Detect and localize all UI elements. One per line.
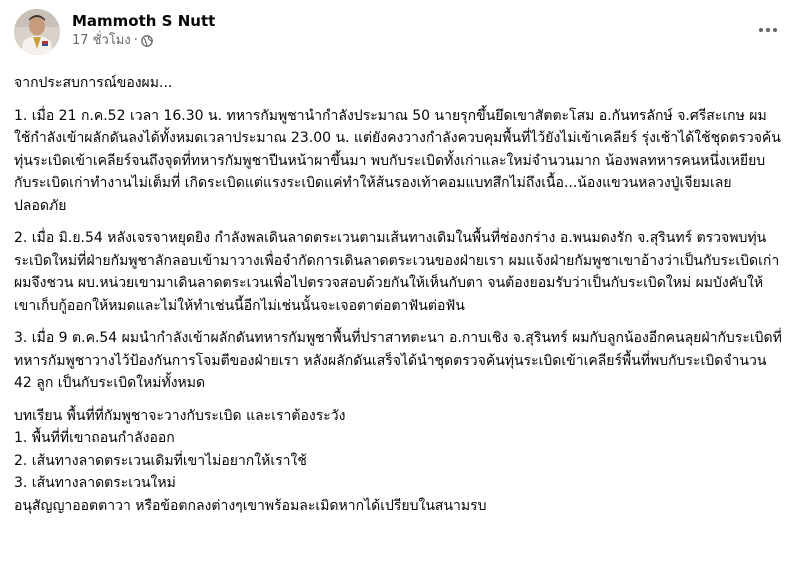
- post-item-2: 2. เมื่อ มิ.ย.54 หลังเจรจาหยุดยิง กำลังพลเดินลาดตระเวนตามเส้นทางเดิมในพื้นที่ช่องกร่าง อ.พนมดงรัก จ.สุรินทร์ ตรวจพบทุ่นระเบิดใหม่ที่ฝ่ายกัมพูชาลักลอบเข้ามาวางเพื่อจำกัดการเดินลาดตระเวนของฝ่ายเรา ผมแจ้งฝ่ายกัมพูชาเขาอ้างว่าเป็นกับระเบิดเก่า ผมจึงชวน ผบ.หน่วยเขามาเดินลาดตระเวนเพื่อไปตรวจสอบด้วยกันให้เห็นกับตา จนต้องยอมรับว่าเป็นกับระเบิดใหม่ ผมบังคับให้เขาเก็บกู้ออกให้หมดและไม่ให้ทำเช่นนี้อีกไม่เช่นนั้นจะเจอตาต่อตาฟันต่อฟัน: [14, 230, 780, 314]
- post-item-1: 1. เมื่อ 21 ก.ค.52 เวลา 16.30 น. ทหารกัมพูชานำกำลังประมาณ 50 นายรุกขึ้นยึดเขาสัตตะโสม อ.กันทรลักษ์ จ.ศรีสะเกษ ผมใช้กำลังเข้าผลักดันลงได้ทั้งหมดเวลาประมาณ 23.00 น. แต่ยังคงวางกำลังควบคุมพื้นที่ไว้ยังไม่เข้าเคลียร์ รุ่งเช้าได้ใช้ชุดตรวจค้นทุ่นระเบิดเข้าเคลียร์จนถึงจุดที่ทหารกัมพูชาปีนหน้าผาขึ้นมา พบกับระเบิดทั้งเก่าและใหม่จำนวนมาก น้องพลทหารคนหนึ่งเหยียบกับระเบิดเก่าทำงานไม่เต็มที่ เกิดระเบิดแต่แรงระเบิดแค่ทำให้ส้นรองเท้าคอมแบทสึกไม่ถึงเนื้อ...น้องแขวนหลวงปู่เจียมเลยปลอดภัย: [14, 107, 781, 214]
- lesson-item-1: 1. พื้นที่ที่เขาถอนกำลังออก: [14, 430, 175, 446]
- post-header: [14, 8, 786, 64]
- author-block: [72, 11, 215, 50]
- avatar-image: [14, 9, 60, 55]
- lesson-title: บทเรียน พื้นที่ที่กัมพูชาจะวางกับระเบิด และเราต้องระวัง: [14, 407, 346, 424]
- lesson-item-3: 3. เส้นทางลาดตระเวนใหม่: [14, 475, 176, 491]
- avatar[interactable]: [14, 9, 60, 55]
- conclusion: อนุสัญญาออตตาวา หรือข้อตกลงต่างๆเขาพร้อมละเมิดหากได้เปรียบในสนามรบ: [14, 497, 487, 514]
- post-timestamp[interactable]: 17 ชั่วโมง: [72, 33, 131, 48]
- meta-separator: ·: [133, 33, 138, 48]
- lesson-item-2: 2. เส้นทางลาดตระเวนเดิมที่เขาไม่อยากให้เราใช้: [14, 452, 307, 469]
- post-meta: [72, 32, 215, 50]
- post-item-3: 3. เมื่อ 9 ต.ค.54 ผมนำกำลังเข้าผลักดันทหารกัมพูชาพื้นที่ปราสาทตะนา อ.กาบเชิง จ.สุรินทร์ ผมกับลูกน้องอีกคนลุยฝ่ากับระเบิดที่ทหารกัมพูชาวางไว้ป้องกันการโจมตีของฝ่ายเรา หลังผลักดันเสร็จได้นำชุดตรวจค้นทุ่นระเบิดเข้าเคลียร์พื้นที่พบกับระเบิดจำนวน 42 ลูก เป็นกับระเบิดใหม่ทั้งหมด: [14, 330, 782, 391]
- globe-icon[interactable]: [141, 35, 153, 47]
- more-options-button[interactable]: [750, 12, 786, 40]
- lesson-section: [14, 405, 782, 518]
- post-body: [14, 72, 786, 517]
- author-name[interactable]: Mammoth S Nutt: [72, 12, 216, 30]
- post-intro: จากประสบการณ์ของผม...: [14, 75, 173, 91]
- more-horizontal-icon: [758, 16, 778, 36]
